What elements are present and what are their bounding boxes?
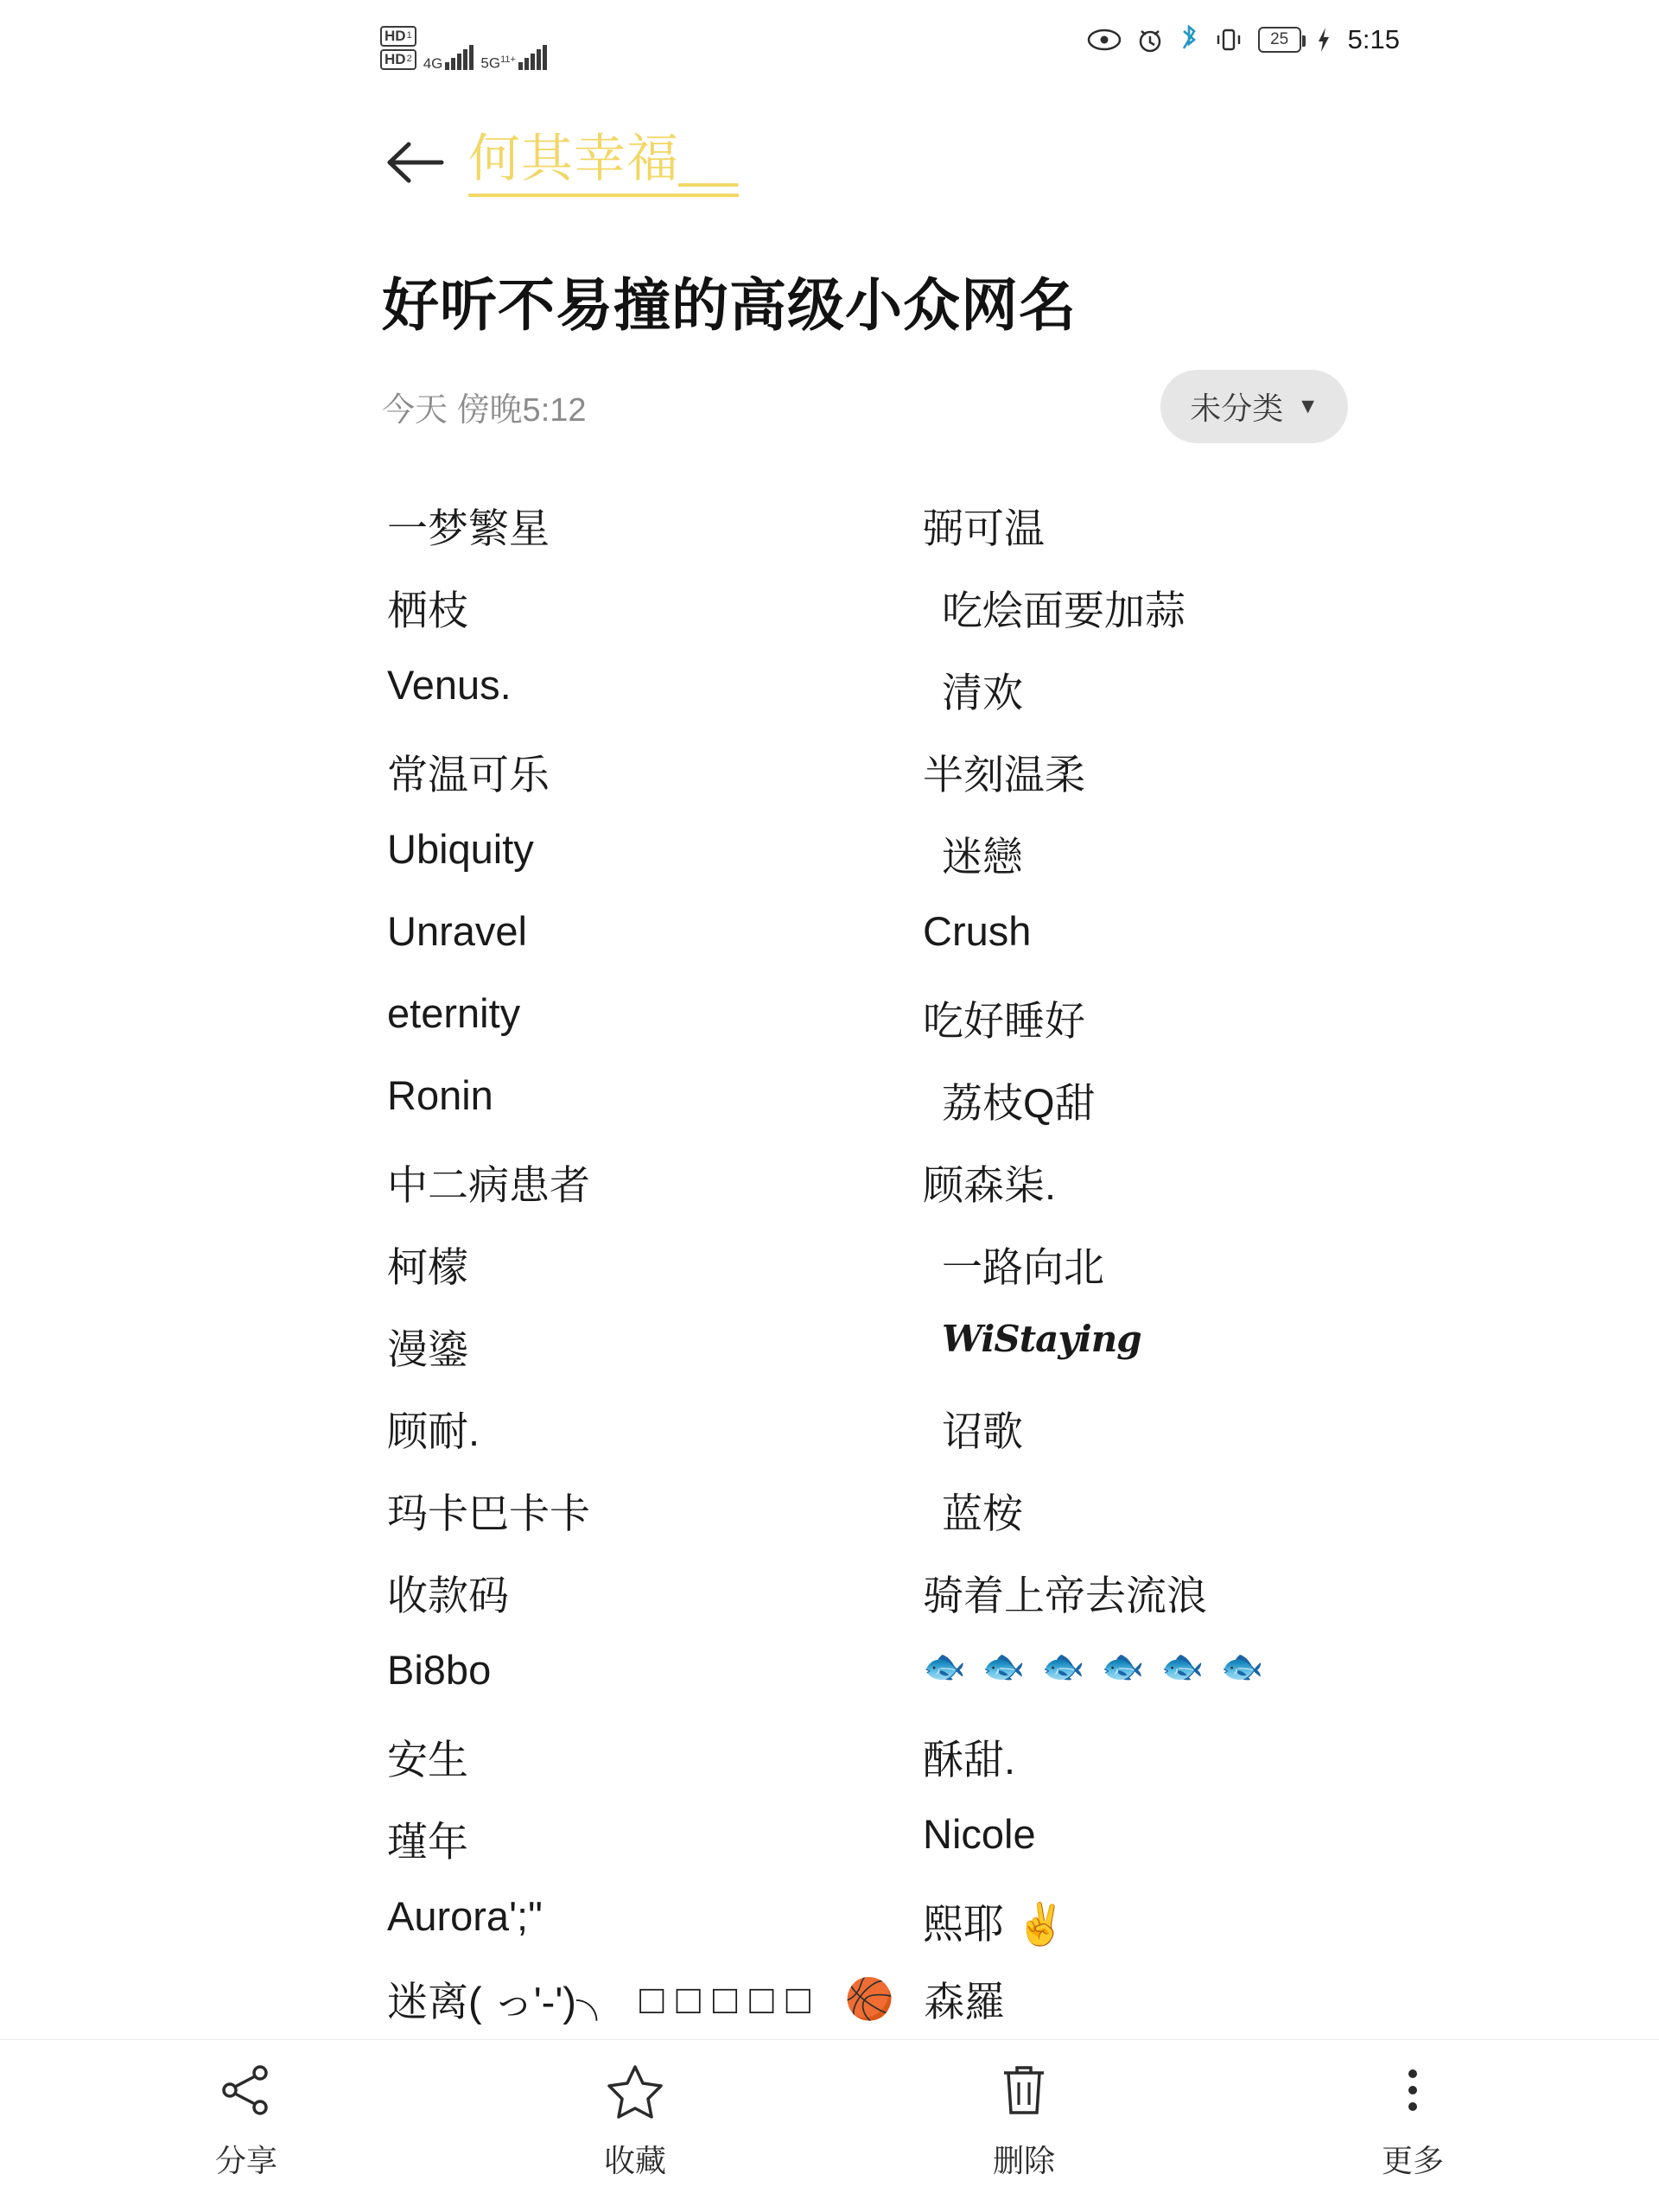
account-name[interactable]: 何其幸福__: [468, 118, 739, 197]
hd-sim1-icon: [380, 26, 416, 47]
signal-sim2: [480, 44, 547, 70]
name-right: 弼可温: [923, 505, 1045, 551]
favorite-button[interactable]: [527, 2059, 743, 2181]
battery-level: 25: [1270, 30, 1289, 48]
chevron-down-icon: ▼: [1297, 394, 1319, 418]
list-item: [0, 1564, 1659, 1646]
name-left: 瑾年: [387, 1819, 468, 1865]
list-item: [0, 1892, 1659, 1974]
note-body: [0, 497, 1659, 1974]
list-item: [0, 825, 1659, 907]
fish-emoji-row: 🐟 🐟 🐟 🐟 🐟 🐟: [923, 1648, 1268, 1686]
status-bar: [0, 0, 1659, 104]
name-right: 迷戀: [942, 834, 1023, 880]
name-right: 吃好睡好: [923, 998, 1085, 1044]
share-icon: [218, 2059, 275, 2121]
page-title: 好听不易撞的高级小众网名: [382, 273, 1077, 337]
star-icon: [605, 2059, 665, 2121]
list-item: [0, 1154, 1659, 1236]
name-left: Ronin: [387, 1072, 493, 1118]
name-left: 一梦繁星: [387, 505, 550, 551]
status-bar-left: [380, 26, 547, 70]
share-button[interactable]: [138, 2059, 354, 2181]
name-left: 常温可乐: [387, 752, 550, 798]
name-left: 漫鎏: [387, 1326, 468, 1372]
name-left: Ubiquity: [387, 826, 534, 872]
name-right: 清欢: [942, 670, 1023, 715]
name-right: WiStaying: [942, 1318, 1141, 1360]
list-item: [0, 907, 1659, 989]
name-right: 骑着上帝去流浪: [923, 1573, 1207, 1618]
list-item: [0, 579, 1659, 661]
name-right: 一路向北: [942, 1244, 1104, 1290]
name-right: Crush: [923, 908, 1032, 954]
basketball-icon: 🏀: [844, 1976, 895, 2021]
name-right: 蓝桉: [942, 1491, 1023, 1536]
name-left: 顾耐.: [387, 1408, 480, 1454]
favorite-label: 收藏: [603, 2143, 666, 2178]
hd-sim1-label: HD: [385, 28, 406, 44]
delete-label: 删除: [992, 2143, 1055, 2178]
network-type-sim2-sup: 11+: [500, 54, 516, 66]
name-right: 半刻温柔: [923, 752, 1085, 798]
name-right: 顾森柒.: [923, 1162, 1057, 1208]
list-item: [0, 1071, 1659, 1154]
list-item: [0, 1646, 1659, 1728]
battery-icon: [1258, 27, 1301, 53]
list-item: [0, 661, 1659, 743]
category-chip[interactable]: [1160, 370, 1348, 443]
charging-icon: [1316, 26, 1332, 54]
list-item: [0, 1400, 1659, 1482]
status-bar-right: [1087, 24, 1400, 55]
signal-bars-sim1-icon: [445, 44, 474, 70]
share-label: 分享: [214, 2143, 277, 2178]
note-meta-row: [382, 370, 1348, 443]
signal-bars-sim2-icon: [518, 44, 547, 70]
name-left: Venus.: [387, 662, 512, 708]
name-right: 荔枝Q甜: [942, 1080, 1096, 1126]
name-left: 中二病患者: [387, 1162, 590, 1208]
eye-icon: [1087, 29, 1122, 51]
list-item: [0, 989, 1659, 1071]
name-left: 玛卡巴卡卡: [387, 1491, 590, 1536]
vibrate-icon: [1214, 26, 1243, 54]
unsupported-glyphs: □□□□□: [639, 1976, 823, 2022]
name-left: Bi8bo: [387, 1647, 492, 1693]
name-left: Unravel: [387, 908, 527, 954]
status-bar-clock: 5:15: [1347, 24, 1400, 54]
list-item: [0, 1318, 1659, 1400]
network-type-sim1: 4G: [423, 55, 443, 72]
more-label: 更多: [1381, 2143, 1444, 2178]
list-item: [0, 1482, 1659, 1564]
network-type-sim2: $5G^{11+}$: [480, 54, 516, 72]
hd-sim2-icon: [380, 49, 416, 70]
note-timestamp: 今天 傍晚5:12: [382, 392, 587, 429]
delete-button[interactable]: [916, 2059, 1132, 2181]
app-header: [0, 128, 1659, 223]
list-item: [0, 497, 1659, 579]
alarm-icon: [1136, 26, 1164, 54]
signal-sim1: [423, 44, 474, 70]
hd-sim2-label: HD: [385, 51, 406, 67]
name-right: 吃烩面要加蒜: [942, 588, 1185, 633]
hd-sim2-index: 2: [406, 54, 412, 64]
bottom-toolbar: [0, 2039, 1659, 2212]
list-item: [0, 1728, 1659, 1810]
list-item: [0, 1810, 1659, 1892]
trash-icon: [999, 2059, 1049, 2121]
more-icon: [1408, 2059, 1417, 2121]
name-right: Nicole: [923, 1811, 1036, 1857]
list-item-last: [387, 1970, 1590, 2028]
dual-sim-hd-indicators: [380, 26, 416, 70]
name-left: eternity: [387, 990, 521, 1036]
name-left: 收款码: [387, 1573, 509, 1618]
bluetooth-icon: [1179, 25, 1199, 54]
list-item: [0, 1236, 1659, 1318]
name-left: 栖枝: [387, 588, 468, 633]
name-left: Aurora';": [387, 1893, 543, 1939]
name-left: 柯檬: [387, 1244, 468, 1290]
category-label: 未分类: [1190, 391, 1284, 426]
name-left: 安生: [387, 1737, 468, 1783]
name-right: 诏歌: [942, 1408, 1023, 1454]
name-right: 酥甜.: [923, 1737, 1016, 1783]
name-right: 熙耶 ✌️: [923, 1901, 1066, 1947]
name-left: 迷离( っ'-')╮: [387, 1979, 617, 2024]
list-item: [0, 743, 1659, 825]
vertical-dots: [1408, 2069, 1417, 2111]
back-arrow-icon[interactable]: [380, 128, 449, 197]
hd-sim1-index: 1: [406, 30, 412, 41]
more-button[interactable]: [1305, 2059, 1521, 2181]
name-right: 森羅: [924, 1979, 1006, 2024]
